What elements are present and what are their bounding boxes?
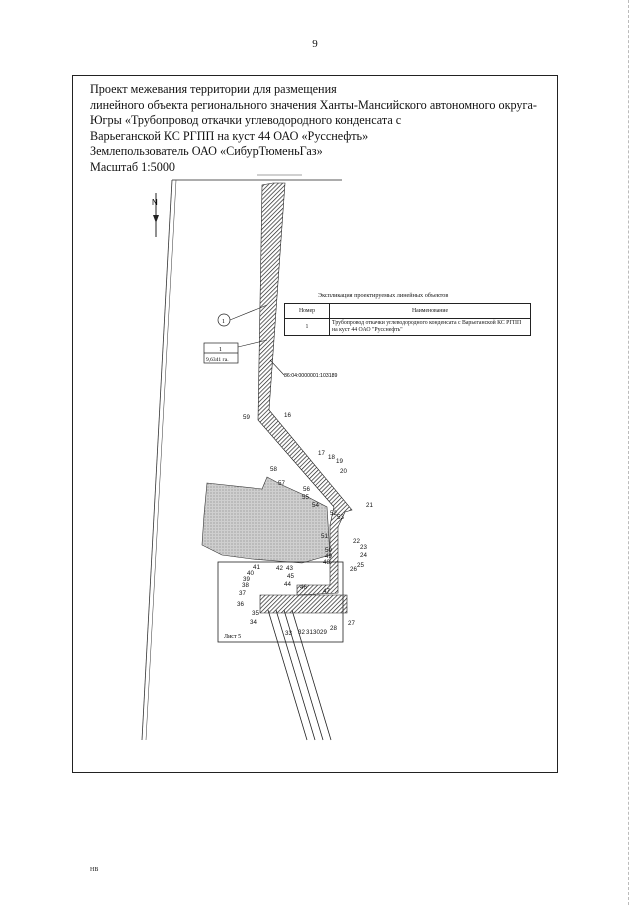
- point-label: 43: [286, 565, 293, 572]
- point-label: 50: [325, 547, 332, 554]
- point-label: 46: [300, 584, 307, 591]
- point-label: 31: [306, 629, 313, 636]
- site-plan-map: [72, 75, 558, 773]
- point-label: 26: [350, 566, 357, 573]
- point-label: 48: [323, 559, 330, 566]
- table-header-row: [285, 304, 531, 319]
- point-label: 35: [252, 610, 259, 617]
- point-label: 17: [318, 450, 325, 457]
- point-label: 58: [270, 466, 277, 473]
- point-label: 59: [243, 414, 250, 421]
- north-label: N: [152, 198, 158, 207]
- point-label: 22: [353, 538, 360, 545]
- point-label: 32: [298, 629, 305, 636]
- point-label: 38: [242, 582, 249, 589]
- header-line: линейного объекта регионального значения Ханты-Мансийского автономного округа-: [90, 97, 537, 112]
- point-label: 30: [313, 629, 320, 636]
- parcel-area: 9,6341 га.: [206, 357, 229, 363]
- row-name: Трубопровод откачки углеводородного конденсата с Варьеганской КС РГПП на куст 44 ОАО "Русснефть": [330, 319, 531, 336]
- point-label: 44: [284, 581, 291, 588]
- footer-code: НВ: [90, 867, 99, 873]
- point-label: 20: [340, 468, 347, 475]
- road-line: [142, 180, 172, 740]
- point-label: 57: [278, 480, 285, 487]
- table-row: [285, 319, 531, 336]
- page-number: 9: [312, 38, 318, 50]
- table-header-number: Номер: [285, 304, 330, 319]
- point-label: 42: [276, 565, 283, 572]
- point-label: 29: [320, 629, 327, 636]
- point-label: 25: [357, 562, 364, 569]
- page-edge-line: [628, 0, 629, 905]
- pipeline-corridor-lower: [260, 595, 347, 613]
- point-label: 28: [330, 625, 337, 632]
- point-label: 52: [330, 510, 337, 517]
- header-line: Масштаб 1:5000: [90, 159, 176, 174]
- point-label: 23: [360, 544, 367, 551]
- sheet-label: Лист 5: [224, 634, 242, 640]
- point-label: 19: [336, 458, 343, 465]
- header-line: Землепользователь ОАО «СибурТюменьГаз»: [90, 144, 323, 159]
- point-label: 33: [285, 630, 292, 637]
- point-label: 45: [287, 573, 294, 580]
- parcel-number: 1: [219, 347, 222, 353]
- header-line: Варьеганской КС РГПП на куст 44 ОАО «Русснефть»: [90, 128, 369, 143]
- point-label: 55: [302, 494, 309, 501]
- point-label: 49: [325, 553, 332, 560]
- point-label: 37: [239, 590, 246, 597]
- point-label: 39: [243, 576, 250, 583]
- table-title: Экспликация проектируемых линейных объектов: [318, 292, 449, 299]
- point-label: 27: [348, 620, 355, 627]
- header-line: Югры «Трубопровод откачки углеводородного конденсата с: [90, 113, 402, 128]
- point-label: 16: [284, 412, 291, 419]
- callout-number: 1: [222, 319, 225, 325]
- point-label: 34: [250, 619, 257, 626]
- explication-table: [284, 303, 531, 336]
- point-label: 21: [366, 502, 373, 509]
- road-line: [146, 180, 176, 740]
- point-label: 41: [253, 564, 260, 571]
- point-label: 40: [247, 570, 254, 577]
- point-label: 53: [337, 514, 344, 521]
- point-label: 47: [323, 588, 330, 595]
- facility-area: [202, 477, 330, 563]
- row-number: 1: [285, 319, 330, 336]
- point-label: 51: [321, 533, 328, 540]
- cadastral-number: 86:04:0000001:103189: [284, 373, 338, 379]
- header-line: Проект межевания территории для размещения: [90, 82, 337, 96]
- point-label: 36: [237, 601, 244, 608]
- table-header-name: Наименование: [330, 304, 531, 319]
- point-label: 18: [328, 454, 335, 461]
- point-label: 54: [312, 502, 319, 509]
- point-label: 56: [303, 486, 310, 493]
- point-label: 24: [360, 552, 367, 559]
